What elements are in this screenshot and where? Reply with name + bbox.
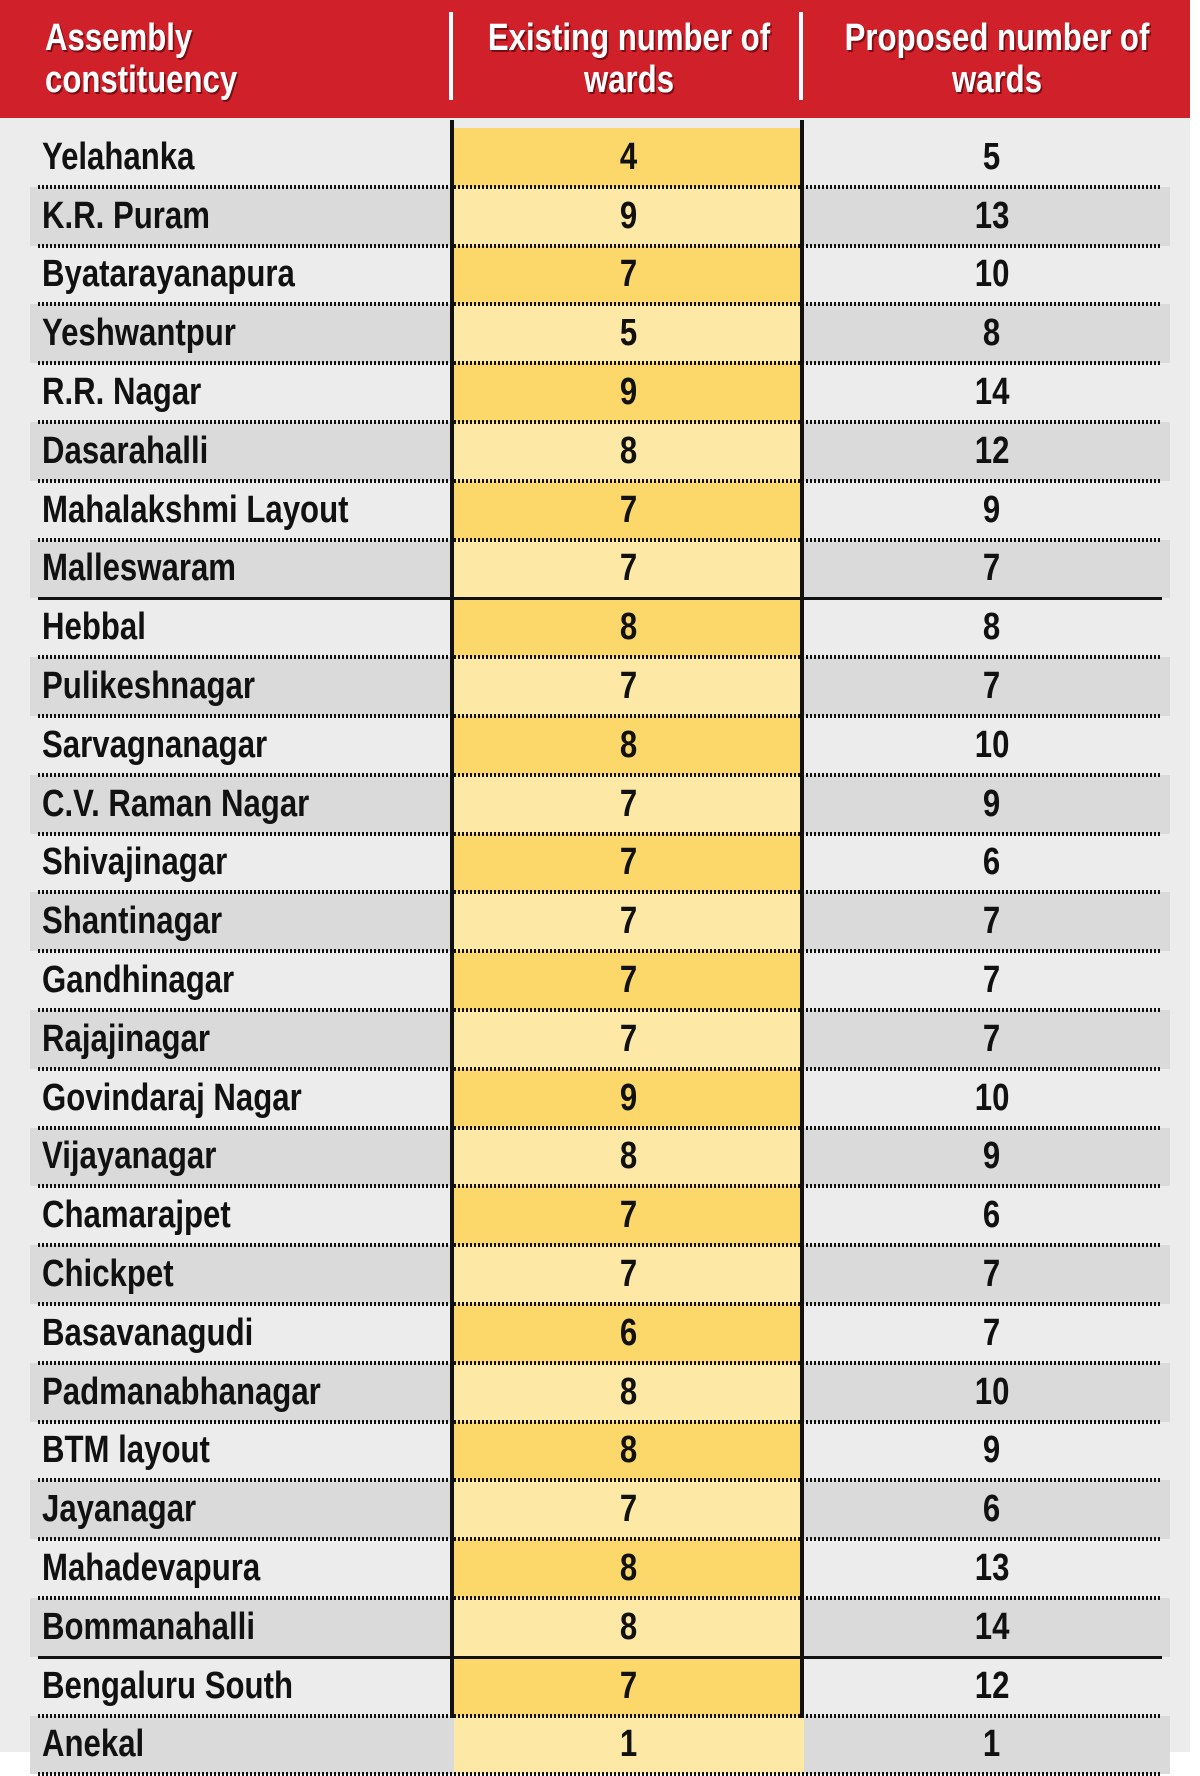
table-row (0, 1069, 1190, 1128)
existing-wards-value: 9 (620, 194, 638, 237)
row-divider (38, 1656, 1162, 1659)
constituency-name: R.R. Nagar (42, 371, 202, 414)
table-header (0, 0, 1190, 118)
proposed-wards-value: 12 (974, 1664, 1010, 1707)
constituency-name: Anekal (42, 1723, 145, 1766)
row-divider (38, 1537, 1162, 1541)
constituency-name: Govindaraj Nagar (42, 1076, 302, 1119)
table-row (0, 1422, 1190, 1481)
constituency-name: Bommanahalli (42, 1605, 255, 1648)
row-divider (38, 714, 1162, 718)
table-row (0, 1010, 1190, 1069)
proposed-wards-cell (804, 1422, 1180, 1481)
constituency-name: Jayanagar (42, 1488, 197, 1531)
table-row (0, 1598, 1190, 1657)
proposed-wards-cell (804, 1598, 1180, 1657)
proposed-wards-value: 8 (983, 606, 1001, 649)
existing-wards-cell (454, 128, 804, 187)
existing-wards-cell (454, 892, 804, 951)
proposed-wards-cell (804, 246, 1180, 305)
proposed-wards-value: 8 (983, 312, 1001, 355)
constituency-name: Sarvagnanagar (42, 723, 268, 766)
existing-wards-value: 8 (620, 1370, 638, 1413)
constituency-cell (42, 1716, 167, 1775)
existing-wards-value: 8 (620, 1135, 638, 1178)
row-divider (38, 890, 1162, 894)
row-divider (38, 244, 1162, 248)
existing-wards-cell (454, 834, 804, 893)
column-divider (800, 120, 804, 1718)
existing-wards-value: 7 (620, 1194, 638, 1237)
row-divider (38, 1008, 1162, 1012)
proposed-wards-cell (804, 716, 1180, 775)
proposed-wards-value: 5 (983, 135, 1001, 178)
proposed-wards-cell (804, 540, 1180, 599)
existing-wards-cell (454, 1422, 804, 1481)
existing-wards-cell (454, 363, 804, 422)
existing-wards-cell (454, 951, 804, 1010)
table-row (0, 1304, 1190, 1363)
constituency-cell (42, 1304, 300, 1363)
constituency-name: Yelahanka (42, 135, 195, 178)
existing-wards-cell (454, 1657, 804, 1716)
constituency-cell (42, 1069, 359, 1128)
proposed-wards-cell (804, 1363, 1180, 1422)
constituency-cell (42, 775, 368, 834)
proposed-wards-value: 7 (983, 665, 1001, 708)
row-divider (38, 479, 1162, 483)
proposed-wards-cell (804, 1716, 1180, 1775)
row-divider (38, 597, 1162, 600)
existing-wards-cell (454, 1186, 804, 1245)
header-label: Proposed number of wards (844, 17, 1150, 101)
table-row (0, 598, 1190, 657)
existing-wards-value: 7 (620, 488, 638, 531)
existing-wards-cell (454, 1716, 804, 1775)
constituency-cell (42, 892, 262, 951)
proposed-wards-cell (804, 657, 1180, 716)
constituency-cell (42, 716, 317, 775)
table-row (0, 1363, 1190, 1422)
constituency-cell (42, 598, 169, 657)
existing-wards-value: 1 (620, 1723, 638, 1766)
constituency-cell (42, 481, 416, 540)
existing-wards-cell (454, 481, 804, 540)
table-row (0, 657, 1190, 716)
row-divider (38, 832, 1162, 836)
constituency-cell (42, 1128, 255, 1187)
table-row (0, 481, 1190, 540)
existing-wards-cell (454, 422, 804, 481)
row-divider (38, 538, 1162, 542)
row-divider (38, 949, 1162, 953)
proposed-wards-cell (804, 1069, 1180, 1128)
table-row (0, 304, 1190, 363)
proposed-wards-cell (804, 187, 1180, 246)
proposed-wards-value: 9 (983, 1429, 1001, 1472)
row-divider (38, 361, 1162, 365)
existing-wards-value: 7 (620, 959, 638, 1002)
existing-wards-cell (454, 1128, 804, 1187)
constituency-name: Chickpet (42, 1253, 174, 1296)
existing-wards-value: 7 (620, 253, 638, 296)
proposed-wards-value: 1 (983, 1723, 1001, 1766)
existing-wards-value: 8 (620, 429, 638, 472)
table-row (0, 1186, 1190, 1245)
constituency-name: Shantinagar (42, 900, 223, 943)
existing-wards-value: 7 (620, 900, 638, 943)
existing-wards-cell (454, 187, 804, 246)
proposed-wards-cell (804, 1186, 1180, 1245)
constituency-cell (42, 246, 350, 305)
existing-wards-value: 9 (620, 1076, 638, 1119)
constituency-name: Mahalakshmi Layout (42, 488, 349, 531)
proposed-wards-cell (804, 363, 1180, 422)
constituency-name: Chamarajpet (42, 1194, 231, 1237)
proposed-wards-value: 9 (983, 1135, 1001, 1178)
table-row (0, 892, 1190, 951)
existing-wards-cell (454, 1069, 804, 1128)
proposed-wards-cell (804, 834, 1180, 893)
constituency-cell (42, 1480, 230, 1539)
row-divider (38, 302, 1162, 306)
table-row (0, 1480, 1190, 1539)
constituency-name: Dasarahalli (42, 429, 209, 472)
table-row (0, 1716, 1190, 1775)
table-row (0, 1128, 1190, 1187)
proposed-wards-value: 7 (983, 1253, 1001, 1296)
table-row (0, 834, 1190, 893)
table-row (0, 1245, 1190, 1304)
header-proposed-wards (804, 0, 1190, 118)
table-row (0, 128, 1190, 187)
header-label: Existing number of wards (487, 17, 771, 101)
proposed-wards-value: 10 (974, 723, 1010, 766)
constituency-name: Hebbal (42, 606, 146, 649)
proposed-wards-value: 9 (983, 488, 1001, 531)
existing-wards-value: 8 (620, 606, 638, 649)
constituency-name: Byatarayanapura (42, 253, 295, 296)
table-row (0, 422, 1190, 481)
existing-wards-value: 6 (620, 1311, 638, 1354)
existing-wards-value: 8 (620, 1429, 638, 1472)
row-divider (38, 773, 1162, 777)
proposed-wards-cell (804, 481, 1180, 540)
proposed-wards-value: 13 (974, 194, 1010, 237)
constituency-name: Bengaluru South (42, 1664, 294, 1707)
existing-wards-value: 7 (620, 1253, 638, 1296)
row-divider (38, 1243, 1162, 1247)
header-divider (449, 12, 453, 100)
constituency-name: Shivajinagar (42, 841, 228, 884)
existing-wards-cell (454, 1363, 804, 1422)
proposed-wards-value: 10 (974, 1370, 1010, 1413)
constituency-cell (42, 1598, 302, 1657)
header-divider (799, 12, 803, 100)
header-label: Assembly constituency (45, 17, 238, 101)
proposed-wards-value: 9 (983, 782, 1001, 825)
row-divider (38, 420, 1162, 424)
constituency-cell (42, 1539, 308, 1598)
row-divider (38, 1714, 1162, 1718)
row-divider (38, 1478, 1162, 1482)
constituency-cell (42, 1245, 202, 1304)
constituency-name: BTM layout (42, 1429, 210, 1472)
proposed-wards-cell (804, 422, 1180, 481)
constituency-name: Malleswaram (42, 547, 236, 590)
row-divider (38, 185, 1162, 189)
table-row (0, 187, 1190, 246)
existing-wards-value: 8 (620, 723, 638, 766)
table-row (0, 1539, 1190, 1598)
proposed-wards-value: 12 (974, 429, 1010, 472)
constituency-name: Rajajinagar (42, 1017, 210, 1060)
row-divider (38, 1184, 1162, 1188)
constituency-cell (42, 363, 236, 422)
constituency-cell (42, 1010, 247, 1069)
existing-wards-cell (454, 246, 804, 305)
proposed-wards-value: 7 (983, 547, 1001, 590)
constituency-name: Yeshwantpur (42, 312, 236, 355)
proposed-wards-cell (804, 1304, 1180, 1363)
existing-wards-value: 7 (620, 841, 638, 884)
constituency-cell (42, 1657, 348, 1716)
existing-wards-value: 7 (620, 1664, 638, 1707)
existing-wards-cell (454, 1304, 804, 1363)
existing-wards-cell (454, 304, 804, 363)
proposed-wards-value: 14 (974, 1605, 1010, 1648)
constituency-cell (42, 951, 276, 1010)
proposed-wards-cell (804, 892, 1180, 951)
proposed-wards-value: 7 (983, 959, 1001, 1002)
row-divider (38, 1596, 1162, 1600)
existing-wards-value: 5 (620, 312, 638, 355)
existing-wards-value: 7 (620, 1017, 638, 1060)
row-divider (38, 1772, 1162, 1776)
table-row (0, 716, 1190, 775)
row-divider (38, 655, 1162, 659)
constituency-name: Padmanabhanagar (42, 1370, 321, 1413)
existing-wards-cell (454, 657, 804, 716)
constituency-name: Gandhinagar (42, 959, 235, 1002)
existing-wards-cell (454, 1245, 804, 1304)
row-divider (38, 1361, 1162, 1365)
proposed-wards-cell (804, 951, 1180, 1010)
constituency-cell (42, 1363, 382, 1422)
constituency-cell (42, 1186, 272, 1245)
constituency-cell (42, 304, 279, 363)
constituency-name: C.V. Raman Nagar (42, 782, 310, 825)
existing-wards-value: 8 (620, 1547, 638, 1590)
constituency-name: Basavanagudi (42, 1311, 254, 1354)
existing-wards-cell (454, 1539, 804, 1598)
proposed-wards-value: 10 (974, 1076, 1010, 1119)
proposed-wards-cell (804, 1245, 1180, 1304)
proposed-wards-cell (804, 304, 1180, 363)
existing-wards-cell (454, 716, 804, 775)
proposed-wards-value: 6 (983, 1488, 1001, 1531)
proposed-wards-cell (804, 1539, 1180, 1598)
table-row (0, 951, 1190, 1010)
row-divider (38, 1420, 1162, 1424)
constituency-cell (42, 540, 279, 599)
table-row (0, 540, 1190, 599)
proposed-wards-value: 14 (974, 371, 1010, 414)
existing-wards-cell (454, 598, 804, 657)
proposed-wards-value: 7 (983, 1311, 1001, 1354)
proposed-wards-value: 7 (983, 900, 1001, 943)
proposed-wards-cell (804, 1010, 1180, 1069)
proposed-wards-value: 10 (974, 253, 1010, 296)
constituency-cell (42, 128, 228, 187)
proposed-wards-cell (804, 775, 1180, 834)
table-row (0, 775, 1190, 834)
existing-wards-cell (454, 1010, 804, 1069)
proposed-wards-cell (804, 128, 1180, 187)
proposed-wards-cell (804, 1657, 1180, 1716)
constituency-name: Pulikeshnagar (42, 665, 256, 708)
existing-wards-value: 4 (620, 135, 638, 178)
existing-wards-cell (454, 1480, 804, 1539)
constituency-name: Vijayanagar (42, 1135, 217, 1178)
existing-wards-value: 9 (620, 371, 638, 414)
existing-wards-value: 8 (620, 1605, 638, 1648)
table-row (0, 1657, 1190, 1716)
table-row (0, 246, 1190, 305)
proposed-wards-value: 13 (974, 1547, 1010, 1590)
existing-wards-value: 7 (620, 665, 638, 708)
constituency-cell (42, 1422, 247, 1481)
existing-wards-cell (454, 540, 804, 599)
proposed-wards-cell (804, 1480, 1180, 1539)
header-existing-wards (454, 0, 804, 118)
table-body (0, 128, 1190, 1774)
row-divider (38, 1067, 1162, 1071)
existing-wards-value: 7 (620, 782, 638, 825)
existing-wards-value: 7 (620, 547, 638, 590)
constituency-name: K.R. Puram (42, 194, 210, 237)
row-divider (38, 1302, 1162, 1306)
proposed-wards-value: 6 (983, 1194, 1001, 1237)
constituency-cell (42, 187, 247, 246)
header-assembly-constituency (45, 0, 445, 118)
proposed-wards-cell (804, 1128, 1180, 1187)
proposed-wards-value: 6 (983, 841, 1001, 884)
constituency-cell (42, 657, 302, 716)
constituency-name: Mahadevapura (42, 1547, 261, 1590)
column-divider (450, 120, 454, 1718)
row-divider (38, 1126, 1162, 1130)
constituency-cell (42, 422, 245, 481)
constituency-cell (42, 834, 268, 893)
existing-wards-cell (454, 1598, 804, 1657)
table-row (0, 363, 1190, 422)
proposed-wards-value: 7 (983, 1017, 1001, 1060)
proposed-wards-cell (804, 598, 1180, 657)
existing-wards-value: 7 (620, 1488, 638, 1531)
existing-wards-cell (454, 775, 804, 834)
